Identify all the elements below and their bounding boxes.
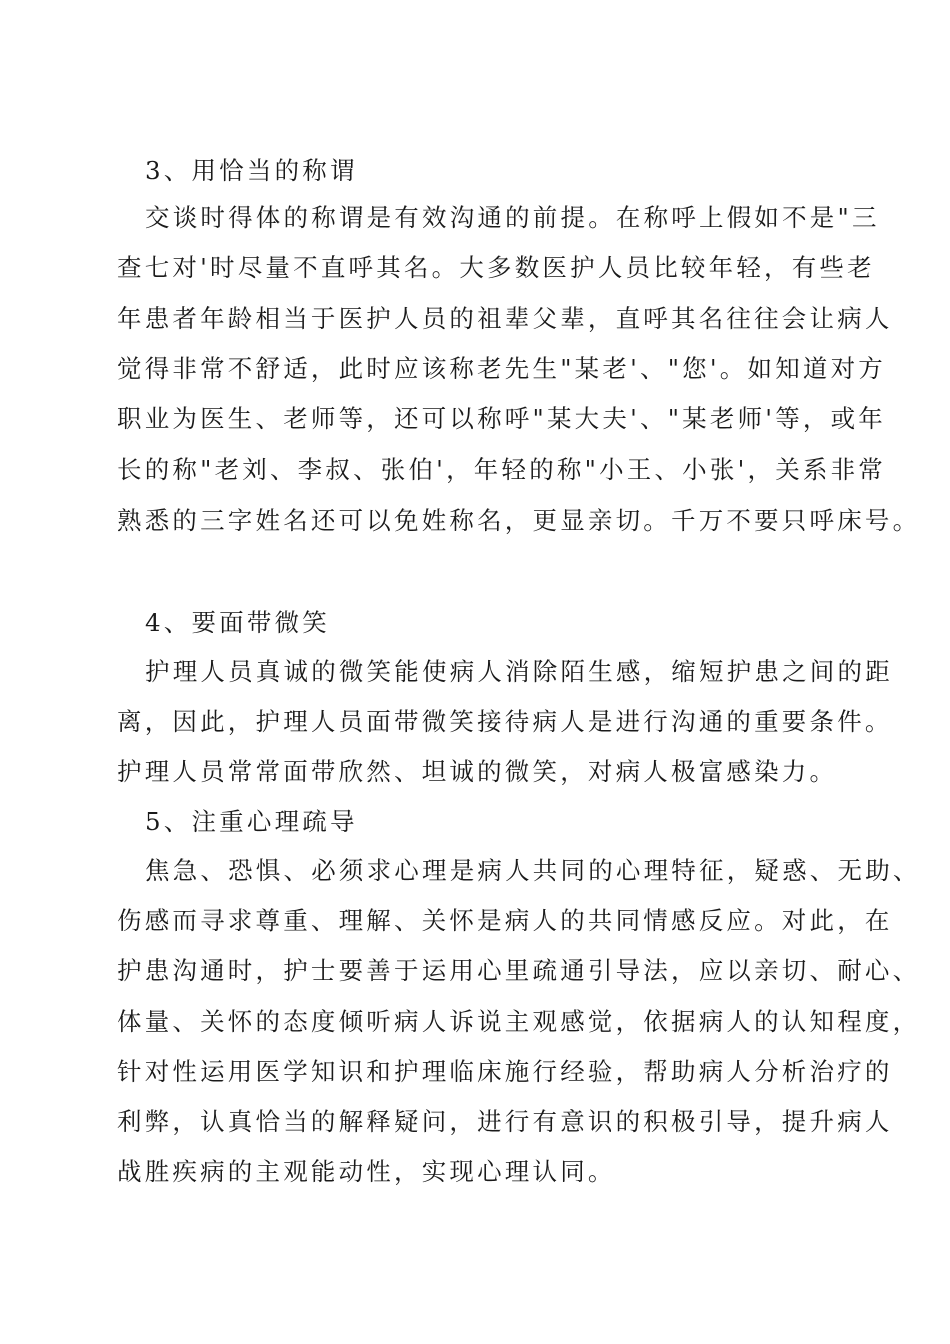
paragraph-line: 护患沟通时，护士要善于运用心里疏通引导法，应以亲切、耐心、 xyxy=(117,956,921,985)
paragraph-line: 护理人员常常面带欣然、坦诚的微笑，对病人极富感染力。 xyxy=(117,757,838,786)
paragraph-line: 伤感而寻求尊重、理解、关怀是病人的共同情感反应。对此，在 xyxy=(117,906,893,935)
paragraph-line: 针对性运用医学知识和护理临床施行经验，帮助病人分析治疗的 xyxy=(117,1057,893,1086)
section-heading: 4、要面带微笑 xyxy=(145,608,330,637)
paragraph-line: 护理人员真诚的微笑能使病人消除陌生感，缩短护患之间的距 xyxy=(145,657,893,686)
paragraph-line: 职业为医生、老师等，还可以称呼"某大夫'、"某老师'等，或年 xyxy=(117,404,887,433)
section-heading: 5、注重心理疏导 xyxy=(145,807,358,836)
paragraph-line: 查七对'时尽量不直呼其名。大多数医护人员比较年轻，有些老 xyxy=(117,253,875,282)
paragraph-line: 焦急、恐惧、必须求心理是病人共同的心理特征，疑惑、无助、 xyxy=(145,856,921,885)
paragraph-line: 体量、关怀的态度倾听病人诉说主观感觉，依据病人的认知程度， xyxy=(117,1007,921,1036)
paragraph-line: 觉得非常不舒适，此时应该称老先生"某老'、"您'。如知道对方 xyxy=(117,354,887,383)
paragraph-line: 战胜疾病的主观能动性，实现心理认同。 xyxy=(117,1157,616,1186)
section-heading: 3、用恰当的称谓 xyxy=(145,156,358,185)
paragraph-line: 年患者年龄相当于医护人员的祖辈父辈，直呼其名往往会让病人 xyxy=(117,304,893,333)
paragraph-line: 利弊，认真恰当的解释疑问，进行有意识的积极引导，提升病人 xyxy=(117,1107,893,1136)
paragraph-line: 离，因此，护理人员面带微笑接待病人是进行沟通的重要条件。 xyxy=(117,707,893,736)
paragraph-line: 长的称"老刘、李叔、张伯'，年轻的称"小王、小张'，关系非常 xyxy=(117,455,887,484)
paragraph-line: 熟悉的三字姓名还可以免姓称名，更显亲切。千万不要只呼床号。 xyxy=(117,506,921,535)
paragraph-line: 交谈时得体的称谓是有效沟通的前提。在称呼上假如不是"三 xyxy=(145,203,880,232)
